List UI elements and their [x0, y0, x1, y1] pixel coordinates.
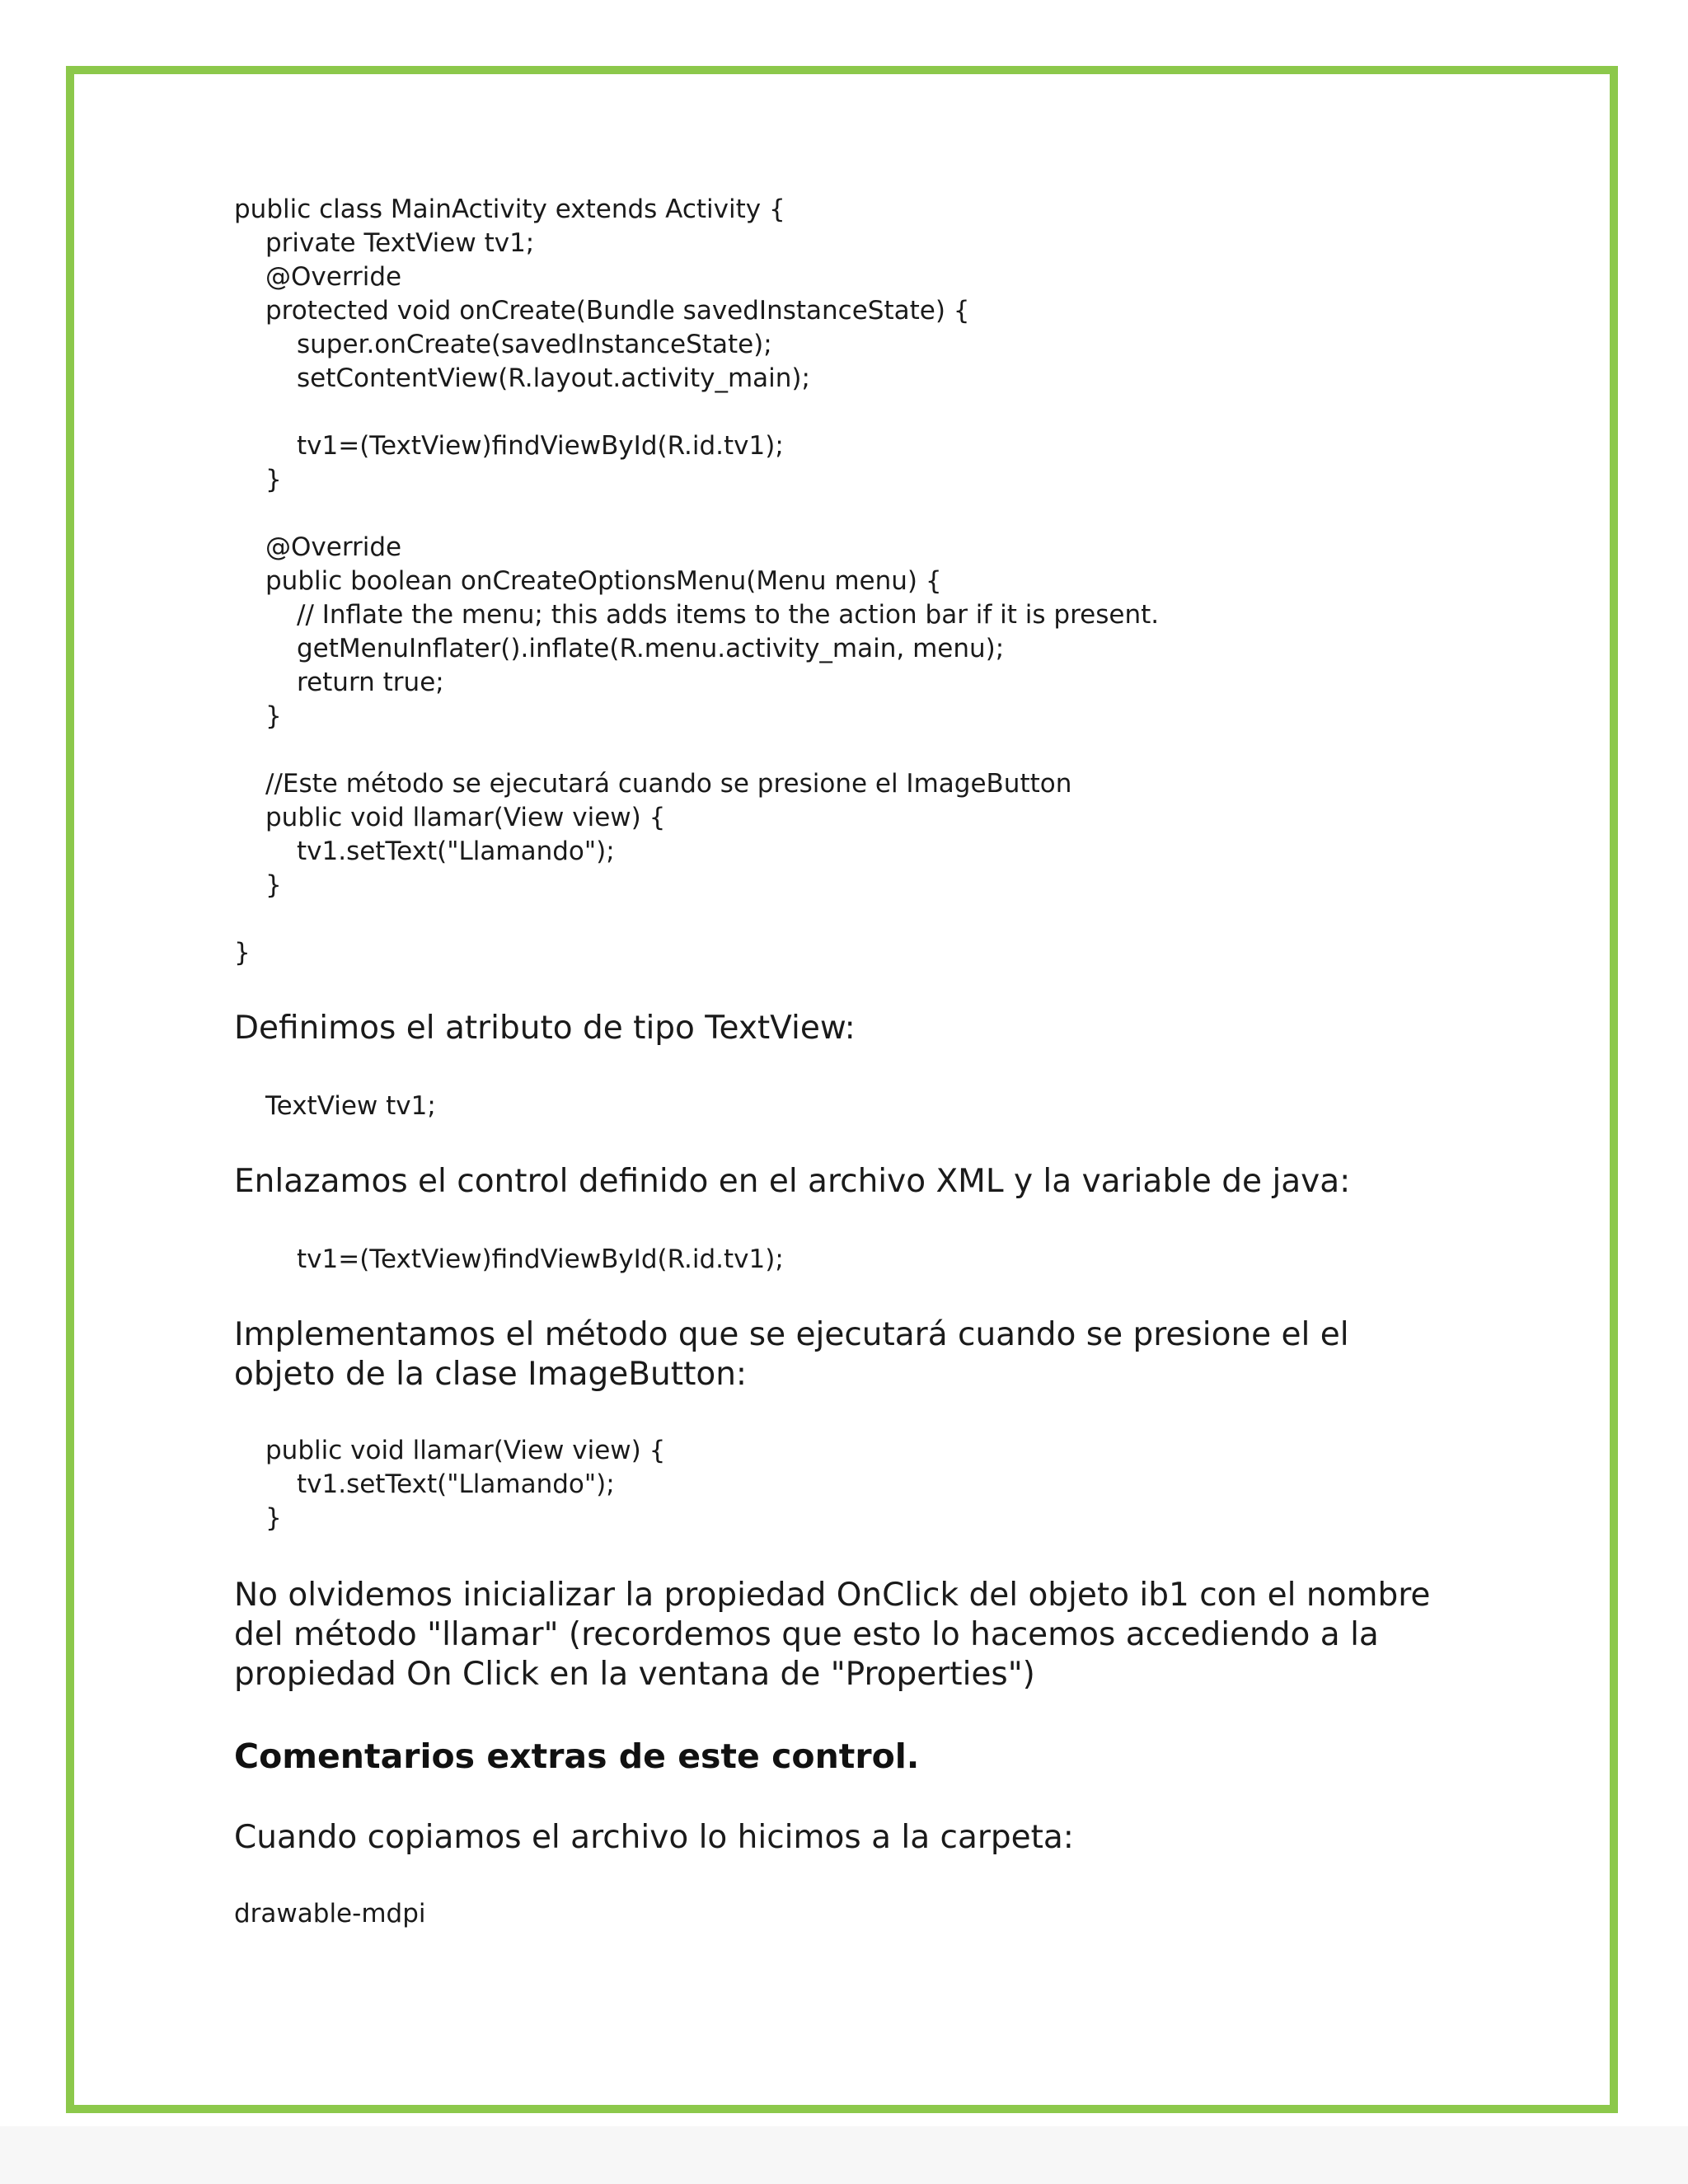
- code-line: public class MainActivity extends Activity {: [234, 194, 785, 224]
- section-heading-extras: Comentarios extras de este control.: [234, 1736, 920, 1776]
- paragraph-folder-intro: Cuando copiamos el archivo lo hicimos a la carpeta:: [234, 1819, 1074, 1856]
- code-line: getMenuInflater().inflate(R.menu.activity_main, menu);: [297, 634, 1005, 663]
- paragraph-attribute: Definimos el atributo de tipo TextView:: [234, 1010, 856, 1047]
- paragraph-onclick-line3: propiedad On Click en la ventana de "Properties"): [234, 1656, 1035, 1693]
- paragraph-onclick-line1: No olvidemos inicializar la propiedad OnClick del objeto ib1 con el nombre: [234, 1577, 1431, 1614]
- code-line: protected void onCreate(Bundle savedInstanceState) {: [265, 296, 970, 326]
- paragraph-method-line2: objeto de la clase ImageButton:: [234, 1356, 748, 1393]
- code-line: }: [265, 1503, 282, 1533]
- paragraph-onclick-line2: del método "llamar" (recordemos que esto lo hacemos accediendo a la: [234, 1616, 1379, 1653]
- code-line: }: [265, 701, 282, 731]
- paragraph-method-line1: Implementamos el método que se ejecutará cuando se presione el el: [234, 1316, 1349, 1353]
- code-snippet-findviewbyid: tv1=(TextView)findViewById(R.id.tv1);: [297, 1244, 784, 1274]
- page-bottom-band: [0, 2126, 1688, 2184]
- folder-name: drawable-mdpi: [234, 1899, 426, 1929]
- code-line: tv1.setText("Llamando");: [297, 1469, 615, 1499]
- code-comment: //Este método se ejecutará cuando se presione el ImageButton: [265, 769, 1072, 799]
- code-line: }: [234, 938, 251, 968]
- code-line: tv1=(TextView)findViewById(R.id.tv1);: [297, 431, 784, 461]
- code-comment: // Inflate the menu; this adds items to the action bar if it is present.: [297, 600, 1160, 630]
- code-line: super.onCreate(savedInstanceState);: [297, 330, 772, 359]
- code-snippet-attribute: TextView tv1;: [265, 1091, 436, 1121]
- code-line: setContentView(R.layout.activity_main);: [297, 363, 810, 393]
- code-line: }: [265, 465, 282, 494]
- code-line: @Override: [265, 532, 402, 562]
- code-line: return true;: [297, 668, 444, 697]
- code-line: public boolean onCreateOptionsMenu(Menu menu) {: [265, 566, 942, 596]
- code-line: private TextView tv1;: [265, 228, 535, 258]
- code-line: public void llamar(View view) {: [265, 803, 666, 832]
- paragraph-link-control: Enlazamos el control definido en el archivo XML y la variable de java:: [234, 1163, 1351, 1200]
- code-line: }: [265, 870, 282, 900]
- code-line: tv1.setText("Llamando");: [297, 837, 615, 866]
- code-line: @Override: [265, 262, 402, 292]
- code-line: public void llamar(View view) {: [265, 1436, 666, 1465]
